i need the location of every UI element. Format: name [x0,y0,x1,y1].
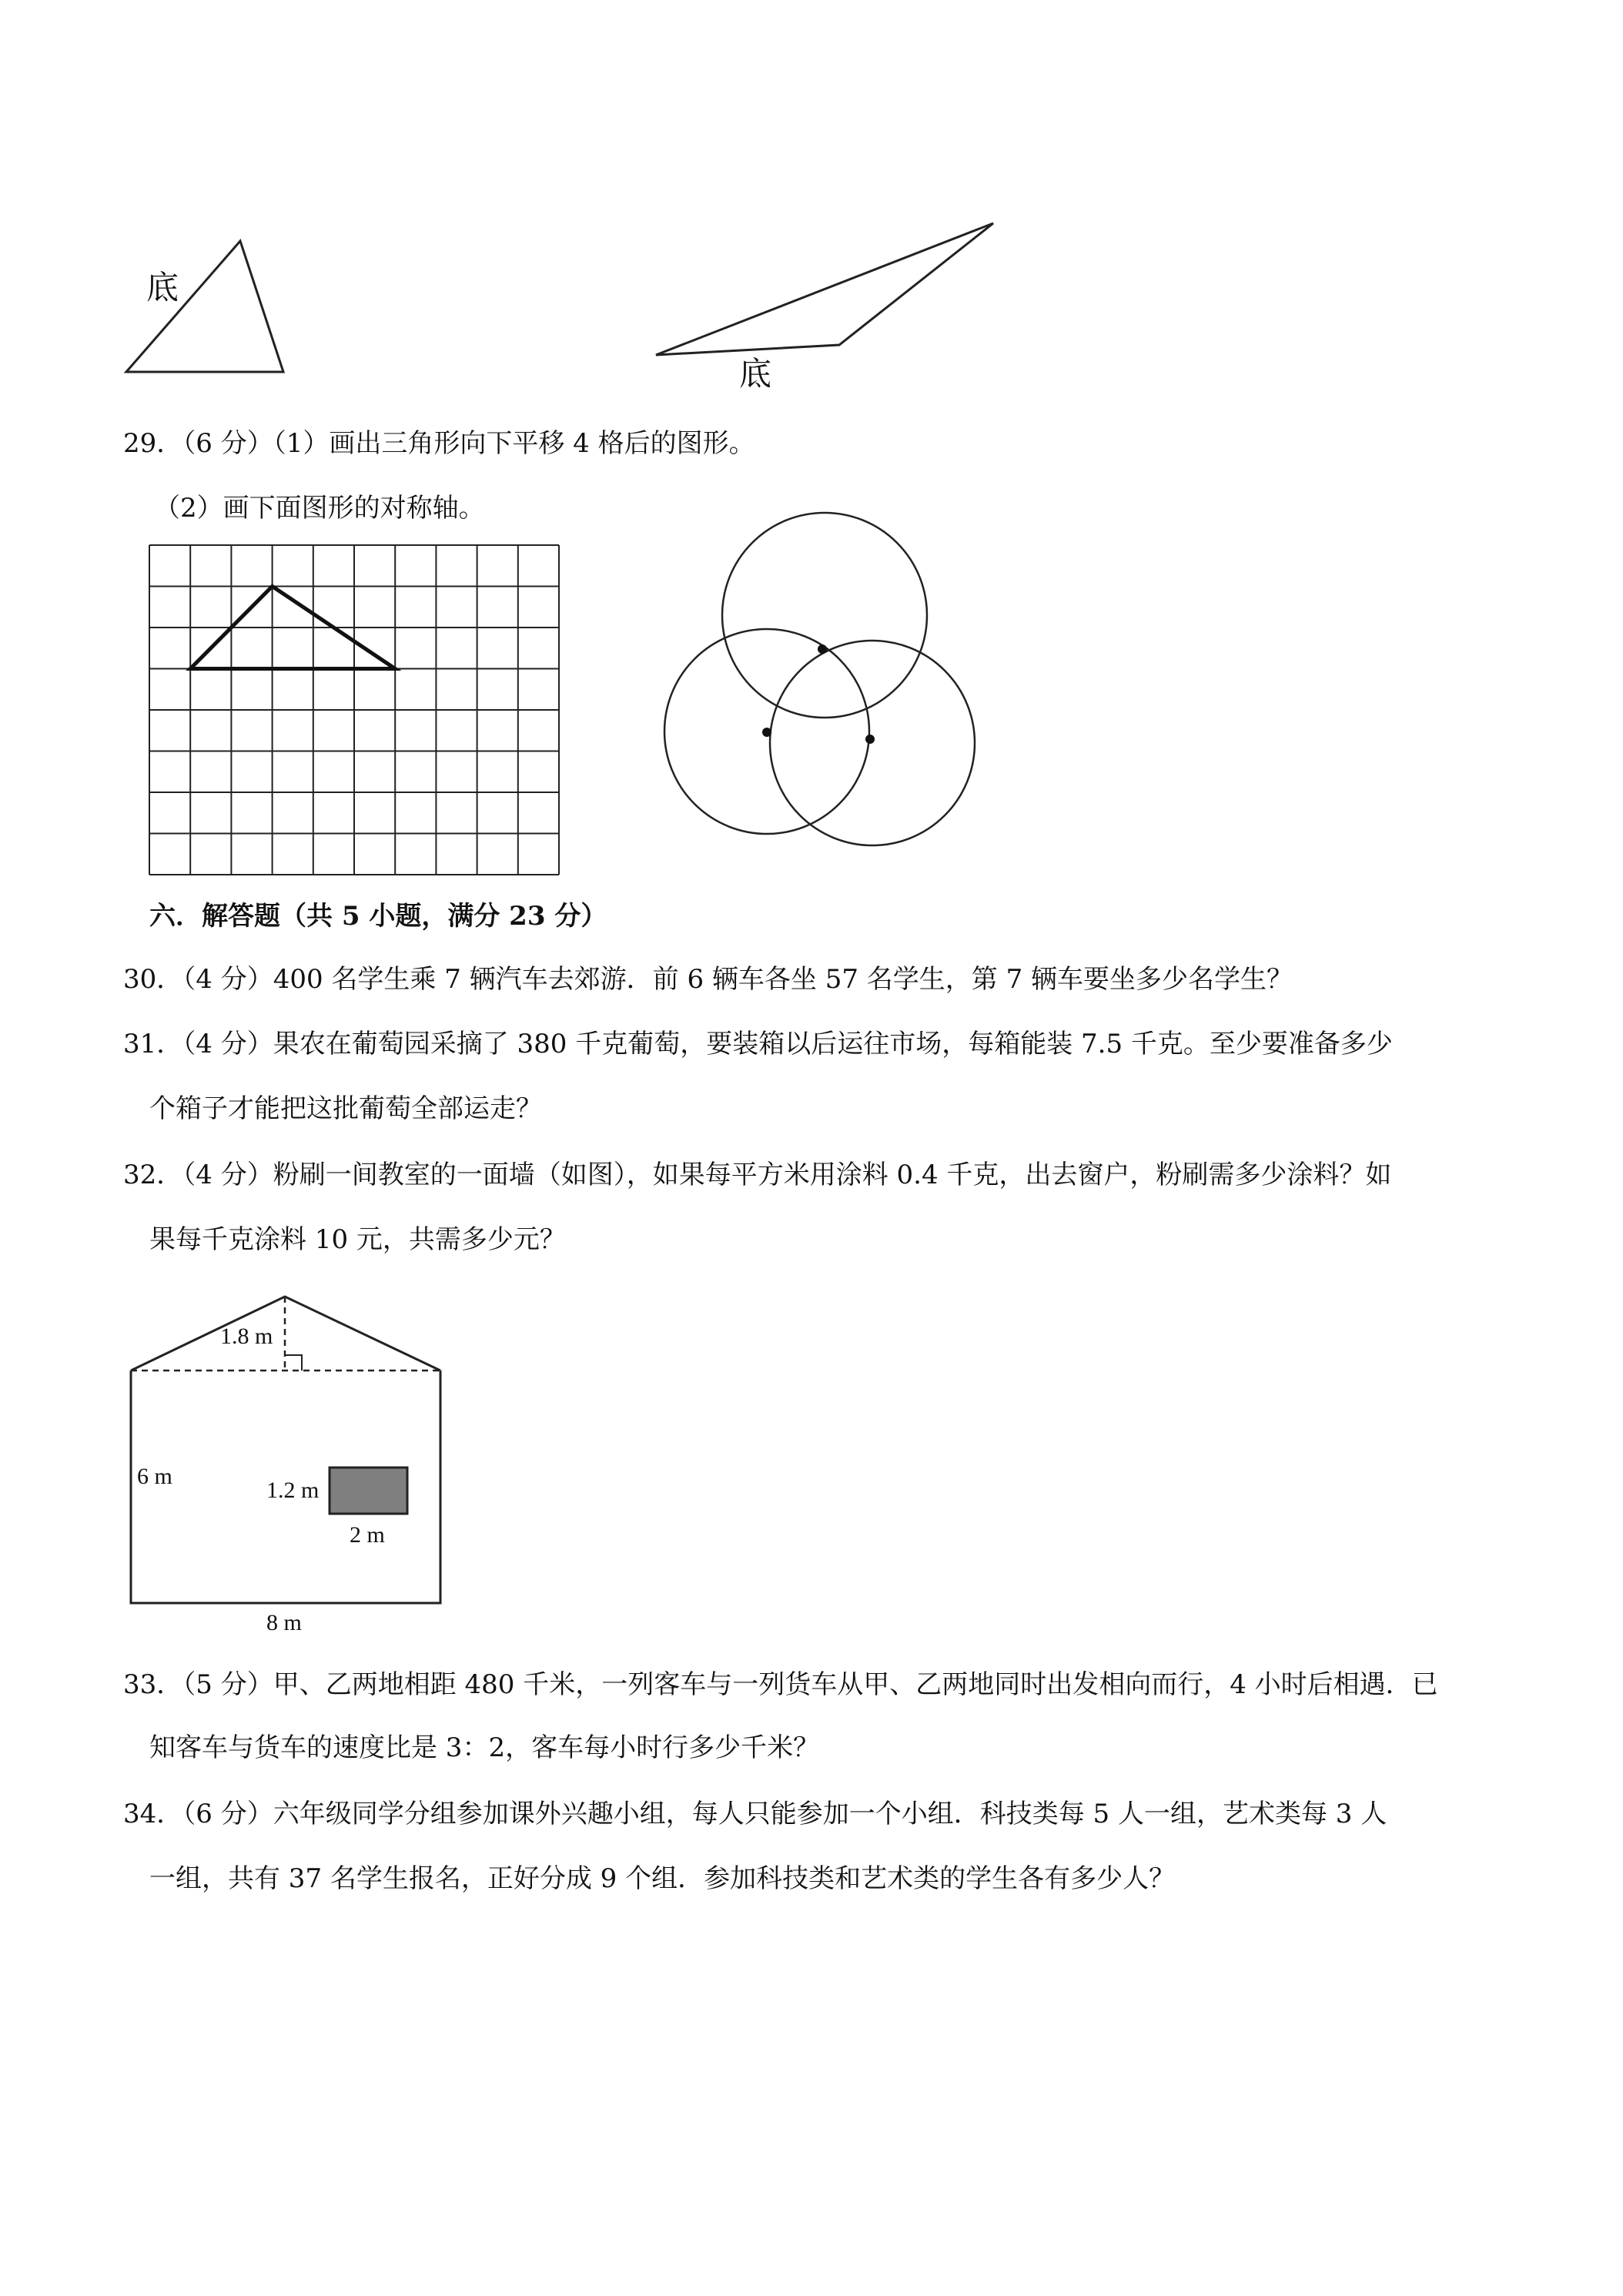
question-29-line-2: （2）画下面图形的对称轴。 [154,493,485,524]
roof-height-label: 1.8 m [220,1324,273,1349]
question-34-line-2: 一组，共有 37 名学生报名，正好分成 9 个组．参加科技类和艺术类的学生各有多少人？ [149,1863,1176,1894]
window-height-label: 1.2 m [266,1478,320,1503]
question-31-line-1: 31．（4 分）果农在葡萄园采摘了 380 千克葡萄，要装箱以后运往市场，每箱能装 7.5 千克。至少要准备多少 [123,1029,1393,1059]
question-31-line-2: 个箱子才能把这批葡萄全部运走？ [149,1093,542,1124]
wall-side-label: 6 m [137,1464,172,1489]
question-34-line-1: 34．（6 分）六年级同学分组参加课外兴趣小组，每人只能参加一个小组．科技类每 5 人一组，艺术类每 3 人 [123,1799,1387,1829]
triangle-right-base-label: 底 [739,355,772,393]
window-width-label: 2 m [350,1522,385,1548]
question-32-line-1: 32．（4 分）粉刷一间教室的一面墙（如图），如果每平方米用涂料 0.4 千克，出去窗户，粉刷需多少涂料？如 [123,1160,1392,1190]
question-30: 30．（4 分）400 名学生乘 7 辆汽车去郊游．前 6 辆车各坐 57 名学生，第 7 辆车要坐多少名学生？ [123,964,1293,995]
question-33-line-2: 知客车与货车的速度比是 3：2，客车每小时行多少千米？ [149,1732,820,1763]
section-6-title: 六．解答题（共 5 小题，满分 23 分） [149,901,607,932]
triangle-left-base-label: 底 [146,269,179,306]
question-33-line-1: 33．（5 分）甲、乙两地相距 480 千米，一列客车与一列货车从甲、乙两地同时出发相向而行，4 小时后相遇．已 [123,1669,1438,1700]
question-32-line-2: 果每千克涂料 10 元，共需多少元？ [149,1224,566,1255]
wall-base-label: 8 m [266,1610,302,1635]
question-29-line-1: 29．（6 分）（1）画出三角形向下平移 4 格后的图形。 [123,428,755,459]
